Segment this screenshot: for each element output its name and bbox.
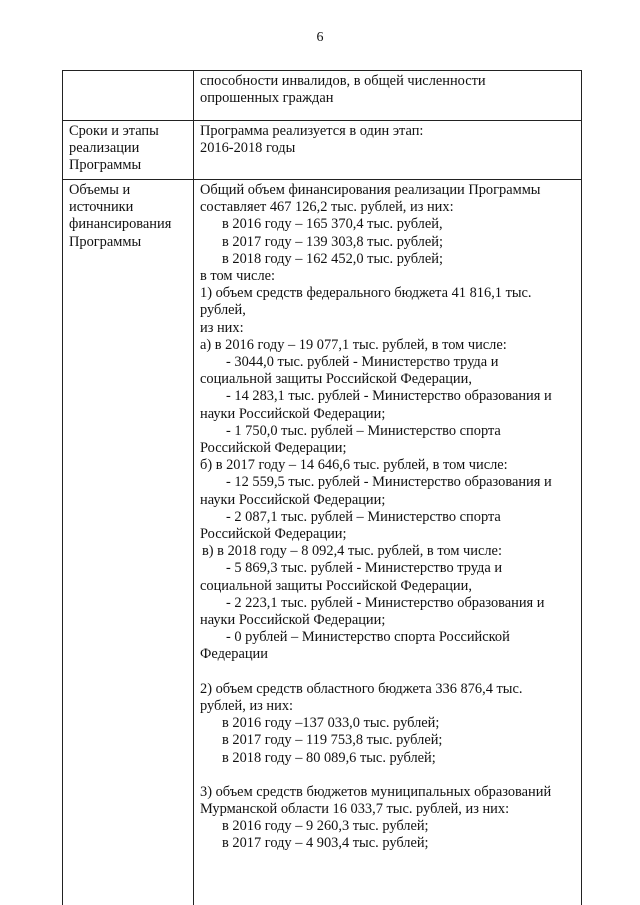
text-line: 1) объем средств федерального бюджета 41 816,1 тыс.	[200, 285, 532, 302]
text-line: в том числе:	[200, 268, 276, 285]
text-line: в 2016 году – 165 370,4 тыс. рублей,	[222, 216, 443, 233]
text-line: науки Российской Федерации;	[200, 612, 386, 629]
blank-line	[200, 767, 577, 784]
table-row	[63, 121, 582, 180]
label-line: Программы	[69, 233, 142, 250]
text-line: в 2017 году – 119 753,8 тыс. рублей;	[222, 732, 443, 749]
text-line: а) в 2016 году – 19 077,1 тыс. рублей, в том числе:	[200, 336, 507, 353]
label-line: источники	[69, 199, 134, 216]
row-label-cell	[63, 71, 194, 121]
text-line: рублей,	[200, 302, 246, 319]
text-line: - 2 223,1 тыс. рублей - Министерство образования и	[226, 594, 545, 611]
row-content-cell	[194, 180, 582, 905]
text-line: социальной защиты Российской Федерации,	[200, 577, 472, 594]
text-line: 2) объем средств областного бюджета 336 876,4 тыс.	[200, 680, 523, 697]
text-line: 2016-2018 годы	[200, 140, 296, 157]
label-line: Программы	[69, 157, 142, 174]
text-line: Федерации	[200, 646, 268, 663]
text-line: 3) объем средств бюджетов муниципальных образований	[200, 783, 552, 800]
text-line: в 2018 году – 162 452,0 тыс. рублей;	[222, 250, 443, 267]
text-line: Мурманской области 16 033,7 тыс. рублей, из них:	[200, 800, 510, 817]
table-row	[63, 71, 582, 121]
text-line: в 2018 году – 80 089,6 тыс. рублей;	[222, 749, 436, 766]
row-content-cell	[194, 71, 582, 121]
text-line: в 2016 году –137 033,0 тыс. рублей;	[222, 715, 440, 732]
text-line: - 12 559,5 тыс. рублей - Министерство образования и	[226, 474, 552, 491]
text-line: - 5 869,3 тыс. рублей - Министерство труда и	[226, 560, 503, 577]
text-line: в 2017 году – 4 903,4 тыс. рублей;	[222, 835, 429, 852]
text-line: - 2 087,1 тыс. рублей – Министерство спорта	[226, 508, 501, 525]
text-line: - 1 750,0 тыс. рублей – Министерство спорта	[226, 422, 501, 439]
label-line: реализации	[69, 140, 140, 157]
text-line: - 0 рублей – Министерство спорта Российской	[226, 629, 510, 646]
text-line: - 3044,0 тыс. рублей - Министерство труда и	[226, 354, 499, 371]
text-line: науки Российской Федерации;	[200, 491, 386, 508]
text-line: Общий объем финансирования реализации Программы	[200, 182, 541, 198]
label-line: финансирования	[69, 216, 172, 233]
row-content-cell	[194, 121, 582, 180]
text-line: науки Российской Федерации;	[200, 405, 386, 422]
text-line: составляет 467 126,2 тыс. рублей, из них:	[200, 199, 454, 216]
text-line: Российской Федерации;	[200, 440, 347, 457]
row-label-cell	[63, 180, 194, 905]
table-row	[63, 180, 582, 905]
text-line: - 14 283,1 тыс. рублей - Министерство образования и	[226, 388, 552, 405]
label-line: Сроки и этапы	[69, 123, 159, 139]
text-line: рублей, из них:	[200, 697, 294, 714]
text-line: социальной защиты Российской Федерации,	[200, 371, 472, 388]
text-line: опрошенных граждан	[200, 90, 334, 107]
text-line: в 2017 году – 139 303,8 тыс. рублей;	[222, 233, 443, 250]
page-number: 6	[316, 30, 324, 45]
text-line: Российской Федерации;	[200, 526, 347, 543]
text-line: б) в 2017 году – 14 646,6 тыс. рублей, в том числе:	[200, 457, 508, 474]
text-line: способности инвалидов, в общей численности	[200, 73, 486, 89]
program-passport-table	[62, 70, 582, 905]
row-label-cell	[63, 121, 194, 180]
text-line: из них:	[200, 319, 244, 336]
label-line: Объемы и	[69, 182, 131, 198]
text-line: Программа реализуется в один этап:	[200, 123, 424, 139]
blank-line	[200, 664, 577, 681]
text-line: в) в 2018 году – 8 092,4 тыс. рублей, в том числе:	[202, 543, 502, 560]
text-line: в 2016 году – 9 260,3 тыс. рублей;	[222, 818, 429, 835]
